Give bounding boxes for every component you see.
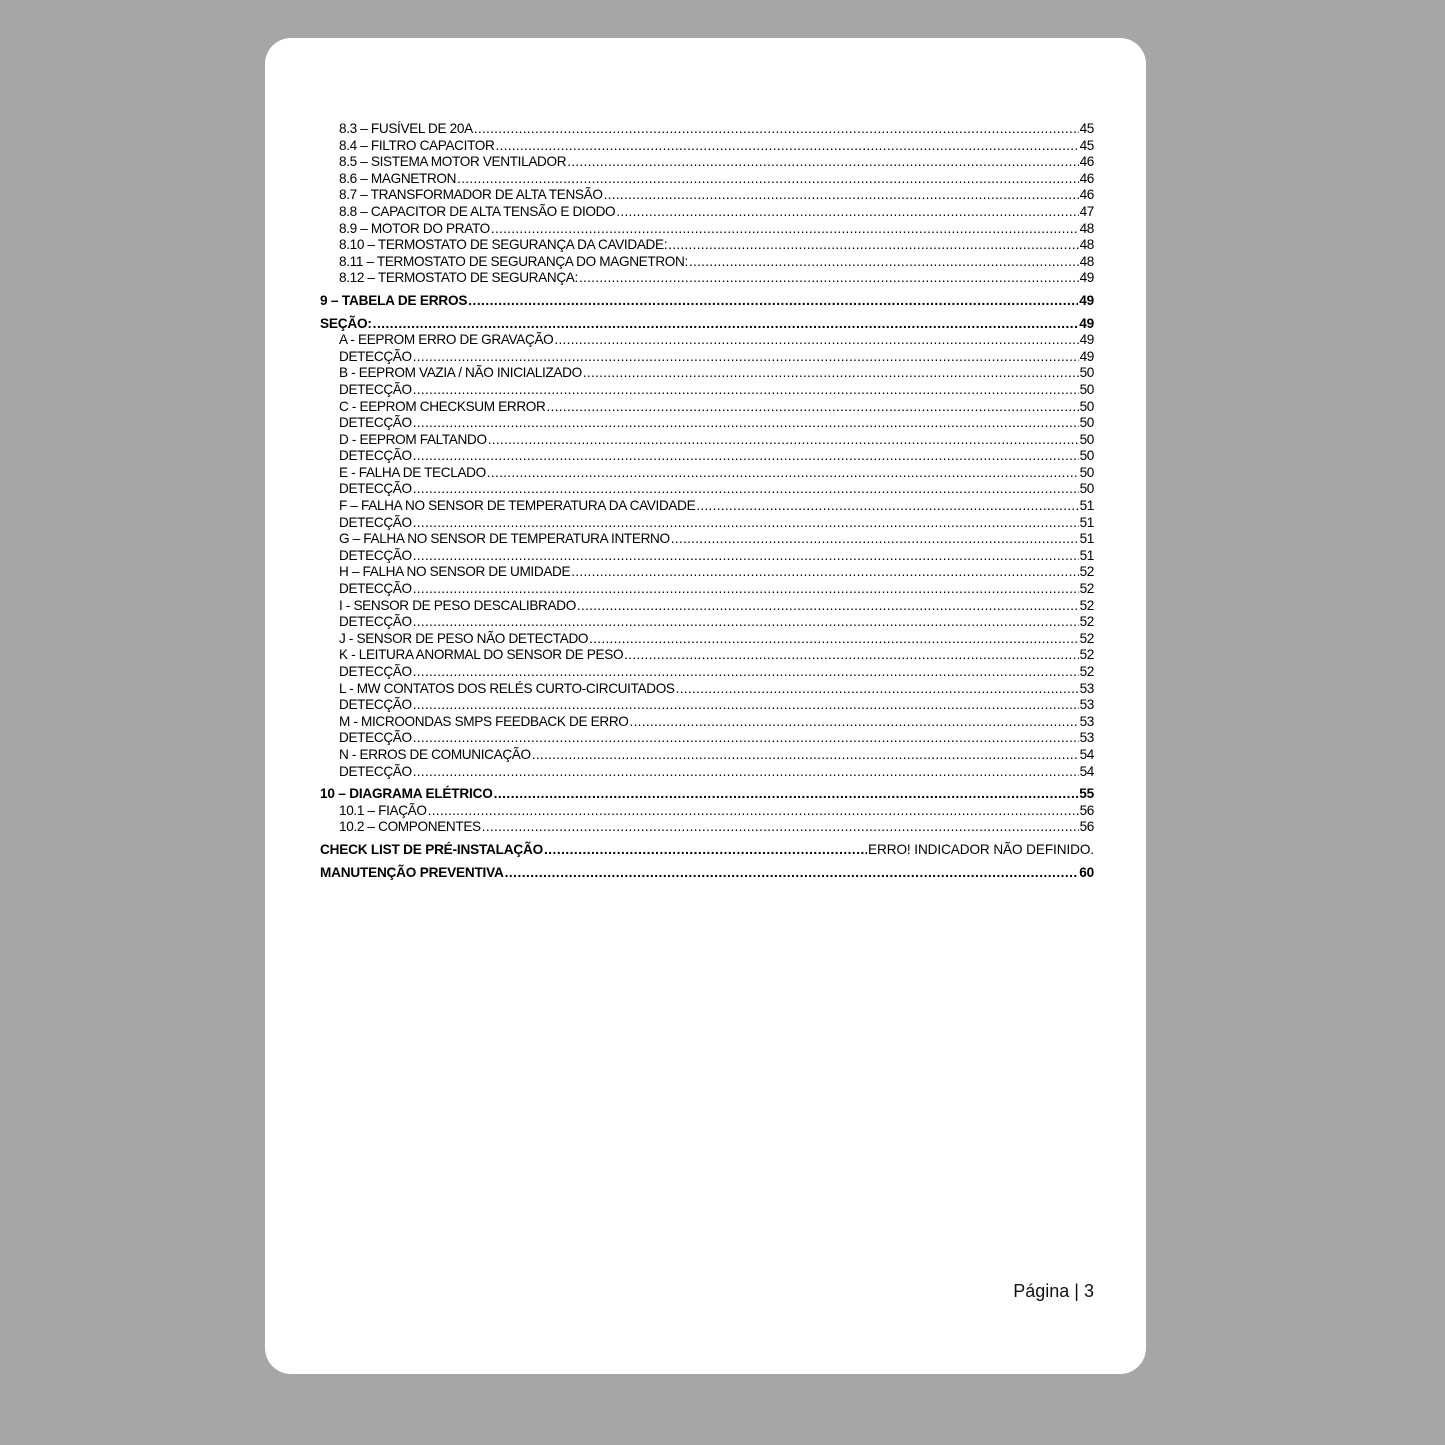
toc-entry-page-number: 55	[1079, 786, 1094, 802]
toc-entry[interactable]	[320, 548, 1094, 565]
toc-entry[interactable]	[320, 465, 1094, 482]
toc-leader-dots	[413, 481, 1079, 498]
toc-leader-dots	[487, 465, 1079, 482]
toc-entry[interactable]	[320, 598, 1094, 615]
toc-entry[interactable]	[320, 171, 1094, 188]
toc-entry[interactable]	[320, 647, 1094, 664]
toc-entry-label: B - EEPROM VAZIA / NÃO INICIALIZADO	[339, 365, 582, 381]
toc-entry-label: DETECÇÃO	[339, 697, 412, 713]
toc-leader-dots	[624, 647, 1078, 664]
toc-leader-dots	[468, 293, 1078, 310]
toc-entry[interactable]	[320, 730, 1094, 747]
toc-entry[interactable]	[320, 365, 1094, 382]
toc-leader-dots	[571, 564, 1078, 581]
toc-entry-page-number: 51	[1079, 514, 1094, 530]
toc-entry-label: DETECÇÃO	[339, 614, 412, 630]
toc-entry-label: 10.1 – FIAÇÃO	[339, 802, 427, 818]
toc-entry-label: 10.2 – COMPONENTES	[339, 819, 481, 835]
toc-entry[interactable]	[320, 697, 1094, 714]
toc-leader-dots	[413, 730, 1079, 747]
toc-entry[interactable]	[320, 819, 1094, 836]
toc-entry-page-number: 52	[1079, 664, 1094, 679]
toc-entry-page-number: 50	[1079, 398, 1094, 414]
toc-entry[interactable]	[320, 432, 1094, 449]
toc-leader-dots	[373, 316, 1079, 333]
toc-leader-dots	[676, 681, 1079, 698]
toc-entry-label: DETECÇÃO	[339, 730, 412, 746]
toc-entry-label: K - LEITURA ANORMAL DO SENSOR DE PESO	[339, 647, 624, 663]
toc-leader-dots	[547, 399, 1079, 416]
toc-entry-label: DETECÇÃO	[339, 415, 412, 431]
toc-entry-label: 9 – TABELA DE ERROS	[320, 292, 468, 308]
toc-entry-label: J - SENSOR DE PESO NÃO DETECTADO	[339, 630, 589, 646]
toc-leader-dots	[505, 865, 1079, 882]
toc-entry-page-number: 54	[1079, 763, 1094, 779]
toc-leader-dots	[616, 204, 1078, 221]
toc-entry[interactable]	[320, 842, 1094, 859]
toc-entry-page-number: 51	[1079, 547, 1094, 563]
table-of-contents	[320, 121, 1094, 881]
toc-entry-label: DETECÇÃO	[339, 664, 412, 679]
toc-entry-label: I - SENSOR DE PESO DESCALIBRADO	[339, 597, 576, 613]
toc-entry-label: DETECÇÃO	[339, 547, 412, 563]
toc-leader-dots	[604, 187, 1079, 204]
toc-entry-page-number: 52	[1079, 630, 1094, 646]
toc-leader-dots	[413, 415, 1079, 432]
toc-leader-dots	[630, 714, 1079, 731]
toc-leader-dots	[413, 382, 1079, 399]
toc-leader-dots	[494, 786, 1079, 803]
toc-entry-page-number: 49	[1079, 332, 1094, 348]
toc-entry[interactable]	[320, 270, 1094, 287]
toc-leader-dots	[413, 614, 1079, 631]
toc-entry[interactable]	[320, 631, 1094, 648]
toc-entry[interactable]	[320, 564, 1094, 581]
toc-entry-page-number: 49	[1079, 348, 1094, 364]
toc-entry[interactable]	[320, 316, 1094, 333]
toc-entry-label: N - ERROS DE COMUNICAÇÃO	[339, 746, 531, 762]
toc-entry[interactable]	[320, 415, 1094, 432]
toc-entry-label: DETECÇÃO	[339, 348, 412, 364]
toc-entry-page-number: 45	[1079, 121, 1094, 136]
toc-entry-label: MANUTENÇÃO PREVENTIVA	[320, 864, 504, 880]
toc-entry-page-number: 49	[1079, 292, 1094, 308]
toc-entry[interactable]	[320, 681, 1094, 698]
toc-entry[interactable]	[320, 332, 1094, 349]
toc-entry[interactable]	[320, 664, 1094, 681]
toc-entry-label: 8.7 – TRANSFORMADOR DE ALTA TENSÃO	[339, 187, 603, 203]
toc-entry[interactable]	[320, 515, 1094, 532]
toc-leader-dots	[583, 365, 1079, 382]
toc-entry-label: 10 – DIAGRAMA ELÉTRICO	[320, 786, 493, 802]
toc-leader-dots	[544, 842, 867, 859]
toc-entry-page-number: 56	[1079, 819, 1094, 835]
toc-entry-label: DETECÇÃO	[339, 481, 412, 497]
toc-leader-dots	[474, 121, 1079, 138]
toc-entry-label: 8.9 – MOTOR DO PRATO	[339, 220, 490, 236]
toc-entry-label: 8.8 – CAPACITOR DE ALTA TENSÃO E DIODO	[339, 203, 616, 219]
toc-leader-dots	[488, 432, 1079, 449]
toc-entry[interactable]	[320, 714, 1094, 731]
toc-entry-page-number: 47	[1079, 203, 1094, 219]
toc-entry[interactable]	[320, 531, 1094, 548]
page-footer: Página | 3	[1013, 1281, 1094, 1301]
toc-entry-page-number: 50	[1079, 448, 1094, 464]
toc-entry[interactable]	[320, 614, 1094, 631]
toc-entry-label: C - EEPROM CHECKSUM ERROR	[339, 398, 546, 414]
toc-entry-page-number: 45	[1079, 137, 1094, 153]
toc-entry[interactable]	[320, 786, 1094, 803]
toc-entry-label: F – FALHA NO SENSOR DE TEMPERATURA DA CAVIDADE	[339, 498, 696, 514]
toc-entry[interactable]	[320, 498, 1094, 515]
toc-entry[interactable]	[320, 481, 1094, 498]
toc-leader-dots	[532, 747, 1079, 764]
document-page	[265, 38, 1146, 1374]
toc-entry[interactable]	[320, 764, 1094, 781]
toc-entry-page-number: 53	[1079, 713, 1094, 729]
toc-leader-dots	[671, 531, 1079, 548]
toc-entry[interactable]	[320, 237, 1094, 254]
toc-leader-dots	[413, 664, 1079, 681]
toc-entry-page-number: 53	[1079, 697, 1094, 713]
toc-entry-label: DETECÇÃO	[339, 581, 412, 597]
toc-leader-dots	[554, 332, 1078, 349]
toc-entry-page-number: 48	[1079, 237, 1094, 253]
toc-entry[interactable]	[320, 154, 1094, 171]
toc-entry-page-number: 50	[1079, 415, 1094, 431]
toc-entry-label: H – FALHA NO SENSOR DE UMIDADE	[339, 564, 571, 580]
toc-entry-page-number: 50	[1079, 464, 1094, 480]
toc-entry-label: 8.11 – TERMOSTATO DE SEGURANÇA DO MAGNETRON:	[339, 253, 688, 269]
toc-entry-page-number: 46	[1079, 170, 1094, 186]
toc-entry[interactable]	[320, 204, 1094, 221]
toc-entry-page-number: 49	[1079, 315, 1094, 331]
toc-entry-page-number: 50	[1079, 381, 1094, 397]
toc-entry[interactable]	[320, 865, 1094, 882]
toc-entry-page-number: 49	[1079, 270, 1094, 286]
toc-entry-label: E - FALHA DE TECLADO	[339, 464, 486, 480]
toc-leader-dots	[457, 171, 1078, 188]
toc-entry-label: G – FALHA NO SENSOR DE TEMPERATURA INTERNO	[339, 531, 670, 547]
toc-leader-dots	[413, 448, 1079, 465]
toc-entry-page-number: 56	[1079, 802, 1094, 818]
toc-entry-page-number: 60	[1079, 864, 1094, 880]
toc-entry-page-number: 48	[1079, 253, 1094, 269]
toc-leader-dots	[413, 697, 1079, 714]
toc-entry[interactable]	[320, 448, 1094, 465]
toc-entry[interactable]	[320, 121, 1094, 138]
toc-entry-label: 8.5 – SISTEMA MOTOR VENTILADOR	[339, 154, 567, 170]
toc-leader-dots	[577, 598, 1079, 615]
toc-entry-page-number: 53	[1079, 680, 1094, 696]
toc-entry-page-number: 52	[1079, 597, 1094, 613]
toc-leader-dots	[668, 237, 1078, 254]
toc-entry-page-number: 52	[1079, 647, 1094, 663]
toc-entry[interactable]	[320, 293, 1094, 310]
toc-leader-dots	[589, 631, 1078, 648]
toc-entry[interactable]	[320, 382, 1094, 399]
toc-entry[interactable]	[320, 399, 1094, 416]
toc-entry-page-number: 50	[1079, 481, 1094, 497]
toc-leader-dots	[413, 581, 1079, 598]
toc-entry-page-number: 46	[1079, 154, 1094, 170]
toc-entry[interactable]	[320, 187, 1094, 204]
toc-leader-dots	[491, 221, 1079, 238]
toc-entry-page-number: 52	[1079, 564, 1094, 580]
toc-entry[interactable]	[320, 581, 1094, 598]
toc-entry-label: 8.4 – FILTRO CAPACITOR	[339, 137, 495, 153]
toc-leader-dots	[567, 154, 1078, 171]
toc-leader-dots	[696, 498, 1078, 515]
toc-entry-label: L - MW CONTATOS DOS RELÉS CURTO-CIRCUITADOS	[339, 680, 675, 696]
toc-entry-label: A - EEPROM ERRO DE GRAVAÇÃO	[339, 332, 554, 348]
toc-entry-label: 8.3 – FUSÍVEL DE 20A	[339, 121, 473, 136]
toc-entry-page-number: 50	[1079, 365, 1094, 381]
toc-entry-label: DETECÇÃO	[339, 763, 412, 779]
toc-entry[interactable]	[320, 138, 1094, 155]
toc-entry-label: 8.12 – TERMOSTATO DE SEGURANÇA:	[339, 270, 578, 286]
toc-leader-dots	[579, 270, 1079, 287]
toc-entry-label: CHECK LIST DE PRÉ-INSTALAÇÃO	[320, 841, 543, 857]
toc-entry-page-number: 50	[1079, 431, 1094, 447]
toc-entry-label: D - EEPROM FALTANDO	[339, 431, 487, 447]
toc-leader-dots	[413, 349, 1079, 366]
toc-entry-label: DETECÇÃO	[339, 514, 412, 530]
toc-entry[interactable]	[320, 747, 1094, 764]
toc-entry-page-number: ERRO! INDICADOR NÃO DEFINIDO.	[868, 841, 1094, 857]
toc-entry-page-number: 48	[1079, 220, 1094, 236]
toc-leader-dots	[413, 515, 1079, 532]
toc-entry[interactable]	[320, 803, 1094, 820]
toc-entry[interactable]	[320, 254, 1094, 271]
toc-entry[interactable]	[320, 349, 1094, 366]
toc-entry-label: M - MICROONDAS SMPS FEEDBACK DE ERRO	[339, 713, 629, 729]
toc-entry-page-number: 53	[1079, 730, 1094, 746]
toc-entry-page-number: 51	[1079, 498, 1094, 514]
toc-leader-dots	[413, 548, 1079, 565]
toc-leader-dots	[482, 819, 1079, 836]
toc-entry-page-number: 54	[1079, 746, 1094, 762]
toc-entry-page-number: 46	[1079, 187, 1094, 203]
toc-entry-label: 8.10 – TERMOSTATO DE SEGURANÇA DA CAVIDADE:	[339, 237, 668, 253]
toc-leader-dots	[413, 764, 1079, 781]
toc-entry-label: DETECÇÃO	[339, 381, 412, 397]
toc-leader-dots	[689, 254, 1079, 271]
toc-entry-label: 8.6 – MAGNETRON	[339, 170, 457, 186]
toc-leader-dots	[495, 138, 1078, 155]
toc-entry[interactable]	[320, 221, 1094, 238]
toc-entry-page-number: 51	[1079, 531, 1094, 547]
toc-entry-page-number: 52	[1079, 581, 1094, 597]
toc-entry-label: SEÇÃO:	[320, 315, 372, 331]
toc-entry-label: DETECÇÃO	[339, 448, 412, 464]
toc-leader-dots	[428, 803, 1079, 820]
toc-entry-page-number: 52	[1079, 614, 1094, 630]
